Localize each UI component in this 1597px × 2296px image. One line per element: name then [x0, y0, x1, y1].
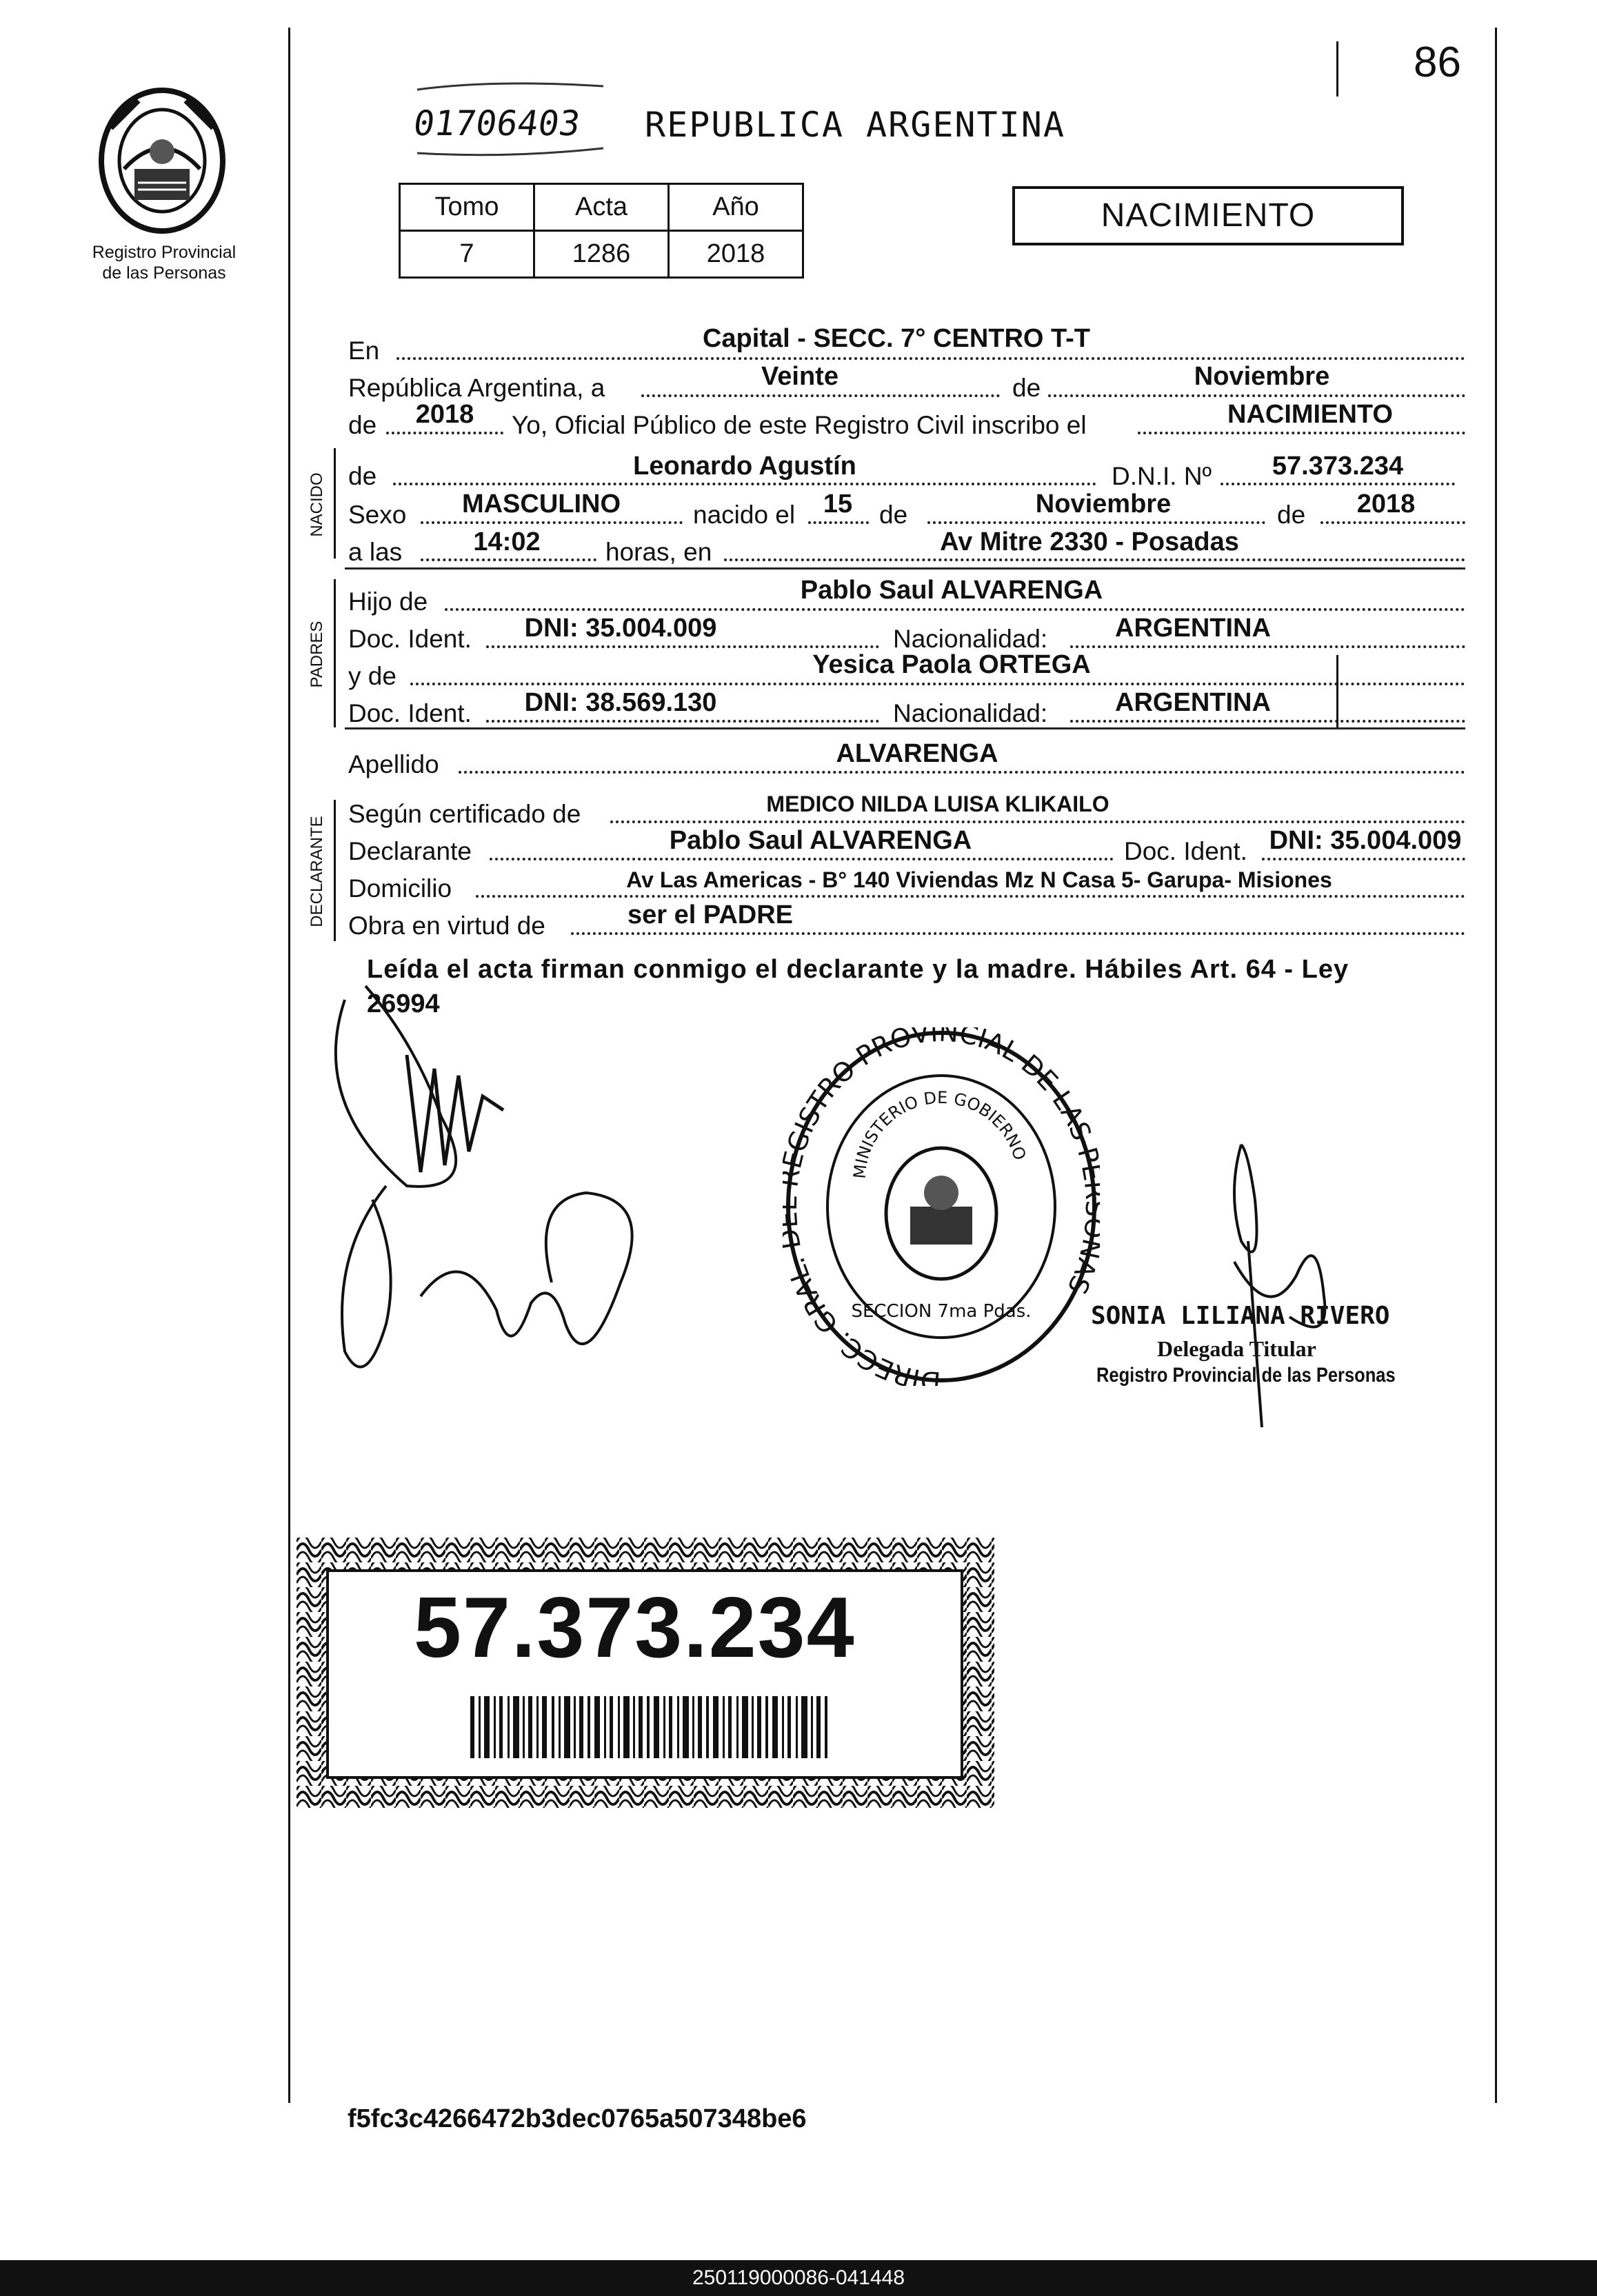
declarante-bracket: [334, 800, 336, 941]
label-apellido: Apellido: [348, 750, 439, 778]
registry-name-line2: de las Personas: [102, 263, 226, 283]
padres-side-mark: [1336, 655, 1338, 727]
act-type-box: NACIMIENTO: [1012, 186, 1404, 245]
document-hash: f5fc3c4266472b3dec0765a507348be6: [348, 2104, 807, 2133]
official-role: Delegada Titular: [1157, 1336, 1316, 1361]
dots-sexo: [421, 521, 683, 524]
value-padre: Pablo Saul ALVARENGA: [800, 576, 1103, 605]
dots-hora: [421, 558, 596, 561]
label-doc-ident-madre: Doc. Ident.: [348, 699, 472, 727]
dots-acto: [1138, 432, 1465, 434]
padres-bracket: [334, 579, 336, 727]
page-number: 86: [1414, 39, 1461, 86]
acta-header: Acta: [534, 184, 669, 231]
dots-madre: [410, 683, 1465, 685]
label-declarante: Declarante: [348, 837, 472, 865]
top-divider-mark: [1336, 41, 1338, 97]
value-declarante: Pablo Saul ALVARENGA: [669, 826, 972, 855]
official-name: SONIA LILIANA RIVERO: [1091, 1302, 1390, 1330]
label-de-mes-inscripcion: de: [1012, 374, 1041, 402]
value-madre: Yesica Paola ORTEGA: [812, 650, 1091, 679]
label-doc-ident-declarante: Doc. Ident.: [1124, 837, 1247, 865]
label-republica: República Argentina, a: [348, 374, 605, 402]
dots-declarante: [490, 858, 1114, 860]
closing-line1: Leída el acta firman conmigo el declarante y la madre. Hábiles Art. 64 - Ley: [367, 955, 1349, 984]
registry-name-line1: Registro Provincial: [92, 243, 237, 262]
seal-icon: [97, 86, 228, 234]
dots-madre-nac: [1070, 720, 1465, 723]
label-de-mes: de: [879, 501, 908, 529]
barcode-icon: [470, 1696, 829, 1758]
value-madre-doc: DNI: 38.569.130: [524, 688, 717, 717]
section-declarante: DECLARANTE: [308, 816, 326, 927]
dots-anio: [386, 432, 503, 434]
dots-obra: [571, 932, 1465, 935]
dots-anio-nac: [1320, 521, 1465, 524]
label-nacionalidad-padre: Nacionalidad:: [893, 625, 1048, 653]
divider-padres: [345, 727, 1465, 729]
dots-nombre: [393, 483, 1096, 485]
label-hijo-de: Hijo de: [348, 587, 428, 616]
label-sexo: Sexo: [348, 501, 407, 529]
stamp-section-text: SECCION 7ma Pdas.: [851, 1301, 1032, 1322]
official-office: Registro Provincial de las Personas: [1096, 1364, 1396, 1387]
anio-header: Año: [669, 184, 803, 231]
label-horas-en: horas, en: [605, 538, 712, 566]
dots-padre-nac: [1070, 645, 1465, 648]
label-y-de: y de: [348, 662, 396, 690]
divider-nacido: [345, 567, 1465, 570]
label-en: En: [348, 336, 380, 365]
dots-certificado: [610, 820, 1465, 823]
label-de-nombre: de: [348, 462, 377, 490]
official-stamp: [783, 1027, 1100, 1386]
dots-en: [396, 357, 1465, 360]
value-mes-nac: Noviembre: [1035, 490, 1172, 518]
value-hora: 14:02: [473, 527, 541, 556]
value-mes: Noviembre: [1194, 362, 1330, 391]
tomo-header: Tomo: [400, 184, 534, 231]
section-padres: PADRES: [308, 621, 326, 688]
dots-mes-nac: [927, 521, 1265, 524]
value-anio: 2018: [415, 400, 474, 429]
country-title: REPUBLICA ARGENTINA: [645, 105, 1065, 145]
value-lugar: Capital - SECC. 7° CENTRO T-T: [702, 324, 1091, 353]
dots-madre-doc: [486, 720, 879, 723]
label-dni: D.N.I. Nº: [1112, 462, 1212, 490]
dots-domicilio: [476, 895, 1465, 898]
value-dni: 57.373.234: [1272, 452, 1404, 481]
label-doc-ident-padre: Doc. Ident.: [348, 625, 472, 653]
stamp-inner-text: MINISTERIO DE GOBIERNO: [850, 1087, 1030, 1180]
anio-value: 2018: [669, 231, 803, 278]
dots-dni: [1221, 483, 1455, 485]
value-anio-nac: 2018: [1356, 490, 1416, 518]
record-table: [399, 183, 804, 279]
closing-line2: 26994: [367, 989, 440, 1018]
registration-scribble: [410, 76, 617, 159]
dots-dia: [641, 394, 1000, 397]
dots-padre-doc: [486, 645, 879, 648]
footer-code: 250119000086-041448: [0, 2260, 1597, 2296]
value-dia: Veinte: [761, 362, 838, 391]
dots-apellido: [459, 771, 1465, 774]
dots-dia-nac: [808, 521, 869, 524]
value-lugar-nac: Av Mitre 2330 - Posadas: [940, 527, 1239, 556]
nacido-bracket: [334, 448, 336, 558]
registry-logo: [97, 86, 228, 234]
dots-declarante-doc: [1262, 858, 1465, 860]
value-nombre: Leonardo Agustín: [633, 452, 856, 481]
value-dia-nac: 15: [823, 490, 853, 518]
left-margin-line: [288, 28, 290, 2103]
value-sexo: MASCULINO: [461, 490, 621, 518]
label-de-anio-nac: de: [1277, 501, 1306, 529]
label-obra-en-virtud: Obra en virtud de: [348, 912, 545, 940]
dots-mes: [1048, 394, 1465, 397]
label-yo-oficial: Yo, Oficial Público de este Registro Civil inscribo el: [512, 411, 1087, 439]
value-acto: NACIMIENTO: [1227, 400, 1393, 429]
section-nacido: NACIDO: [308, 472, 326, 537]
dots-lugar-nac: [724, 558, 1465, 561]
label-nacionalidad-madre: Nacionalidad:: [893, 699, 1048, 727]
value-domicilio: Av Las Americas - B° 140 Viviendas Mz N Casa 5- Garupa- Misiones: [626, 867, 1332, 892]
acta-value: 1286: [534, 231, 669, 278]
value-obra: ser el PADRE: [627, 900, 794, 929]
stamp-icon: [783, 1027, 1100, 1386]
label-domicilio: Domicilio: [348, 874, 452, 903]
right-margin-line: [1495, 28, 1497, 2103]
declarant-signature: [324, 965, 683, 1448]
barcode-number: 57.373.234: [414, 1580, 856, 1675]
tomo-value: 7: [400, 231, 534, 278]
label-segun-certificado: Según certificado de: [348, 800, 581, 828]
label-nacido-el: nacido el: [693, 501, 796, 529]
value-madre-nac: ARGENTINA: [1115, 688, 1271, 717]
dots-padre: [445, 608, 1465, 611]
value-declarante-doc: DNI: 35.004.009: [1269, 826, 1462, 855]
official-signature: [1214, 1138, 1352, 1434]
value-apellido: ALVARENGA: [836, 739, 998, 768]
value-certificado: MEDICO NILDA LUISA KLIKAILO: [766, 792, 1109, 816]
registration-number: 01706403: [410, 103, 583, 143]
label-de-anio: de: [348, 411, 377, 439]
value-padre-doc: DNI: 35.004.009: [524, 614, 717, 643]
label-a-las: a las: [348, 538, 403, 566]
stamp-outer-text: DIRECC. GRAL. GISTRO PROVINCIAL DE LAS AS: [783, 1027, 1100, 1386]
value-padre-nac: ARGENTINA: [1115, 614, 1271, 643]
